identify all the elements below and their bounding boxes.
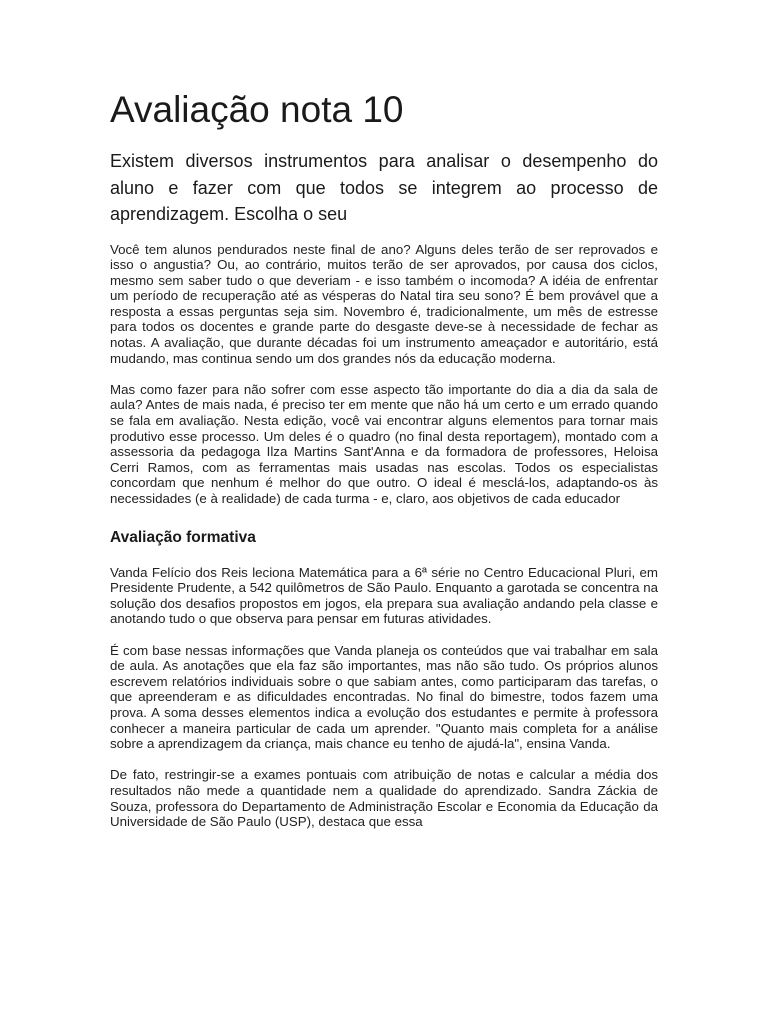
article-subtitle: Existem diversos instrumentos para analisar o desempenho do aluno e fazer com que todos se integrem ao processo de aprendizagem. Escolha o seu [110, 151, 658, 224]
paragraph-second: Mas como fazer para não sofrer com esse aspecto tão importante do dia a dia da sala de aula? Antes de mais nada, é preciso ter em mente que não há um certo e um errado quando se fala em avaliação. Nesta edição, você vai encontrar alguns elementos para tornar mais produtivo esse processo. Um deles é o quadro (no final desta reportagem), montado com a assessoria da pedagoga Ilza Martins Sant'Anna e da formadora de professores, Heloisa Cerri Ramos, com as ferramentas mais usadas nas escolas. Todos os especialistas concordam que nenhum é melhor do que outro. O ideal é mesclá-los, adaptando-os às necessidades (e à realidade) de cada turma - e, claro, aos objetivos de cada educador [110, 381, 658, 506]
section-paragraph-3: De fato, restringir-se a exames pontuais com atribuição de notas e calcular a média dos resultados não mede a quantidade nem a qualidade do aprendizado. Sandra Záckia de Souza, professora do Departamento de Administração Escolar e Economia da Educação da Universidade de São Paulo (USP), destaca que essa [110, 767, 658, 830]
paragraph-intro: Você tem alunos pendurados neste final de ano? Alguns deles terão de ser reprovados e isso o angustia? Ou, ao contrário, muitos terão de ser aprovados, por causa dos ciclos, mesmo sem saber tudo o que deveriam - e isso também o incomoda? A idéia de enfrentar um período de recuperação até as vésperas do Natal tira seu sono? É bem provável que a resposta a essas perguntas seja sim. Novembro é, tradicionalmente, um mês de estresse para todos os docentes e grande parte do desgaste deve-se à necessidade de fechar as notas. A avaliação, que durante décadas foi um instrumento ameaçador e autoritário, está mudando, mas continua sendo um dos grandes nós da educação moderna. [110, 241, 658, 366]
section-heading: Avaliação formativa [110, 528, 256, 546]
article-title: Avaliação nota 10 [110, 89, 404, 130]
section-paragraph-2: É com base nessas informações que Vanda planeja os conteúdos que vai trabalhar em sala de aula. As anotações que ela faz são importantes, mas não são tudo. Os próprios alunos escrevem relatórios individuais sobre o que sabiam antes, como participaram das tarefas, o que apreenderam e as dificuldades encontradas. No final do bimestre, todos fazem uma prova. A soma desses elementos indica a evolução dos estudantes e permite à professora conhecer a maneira particular de cada um aprender. "Quanto mais completa for a análise sobre a aprendizagem da criança, mais chance eu tenho de ajudá-la", ensina Vanda. [110, 642, 658, 752]
article-body [110, 86, 658, 830]
section-paragraph-1: Vanda Felício dos Reis leciona Matemática para a 6ª série no Centro Educacional Pluri, em Presidente Prudente, a 542 quilômetros de São Paulo. Enquanto a garotada se concentra na solução dos desafios propostos em jogos, ela prepara sua avaliação andando pela classe e anotando tudo o que observa para pensar em futuras atividades. [110, 564, 658, 627]
